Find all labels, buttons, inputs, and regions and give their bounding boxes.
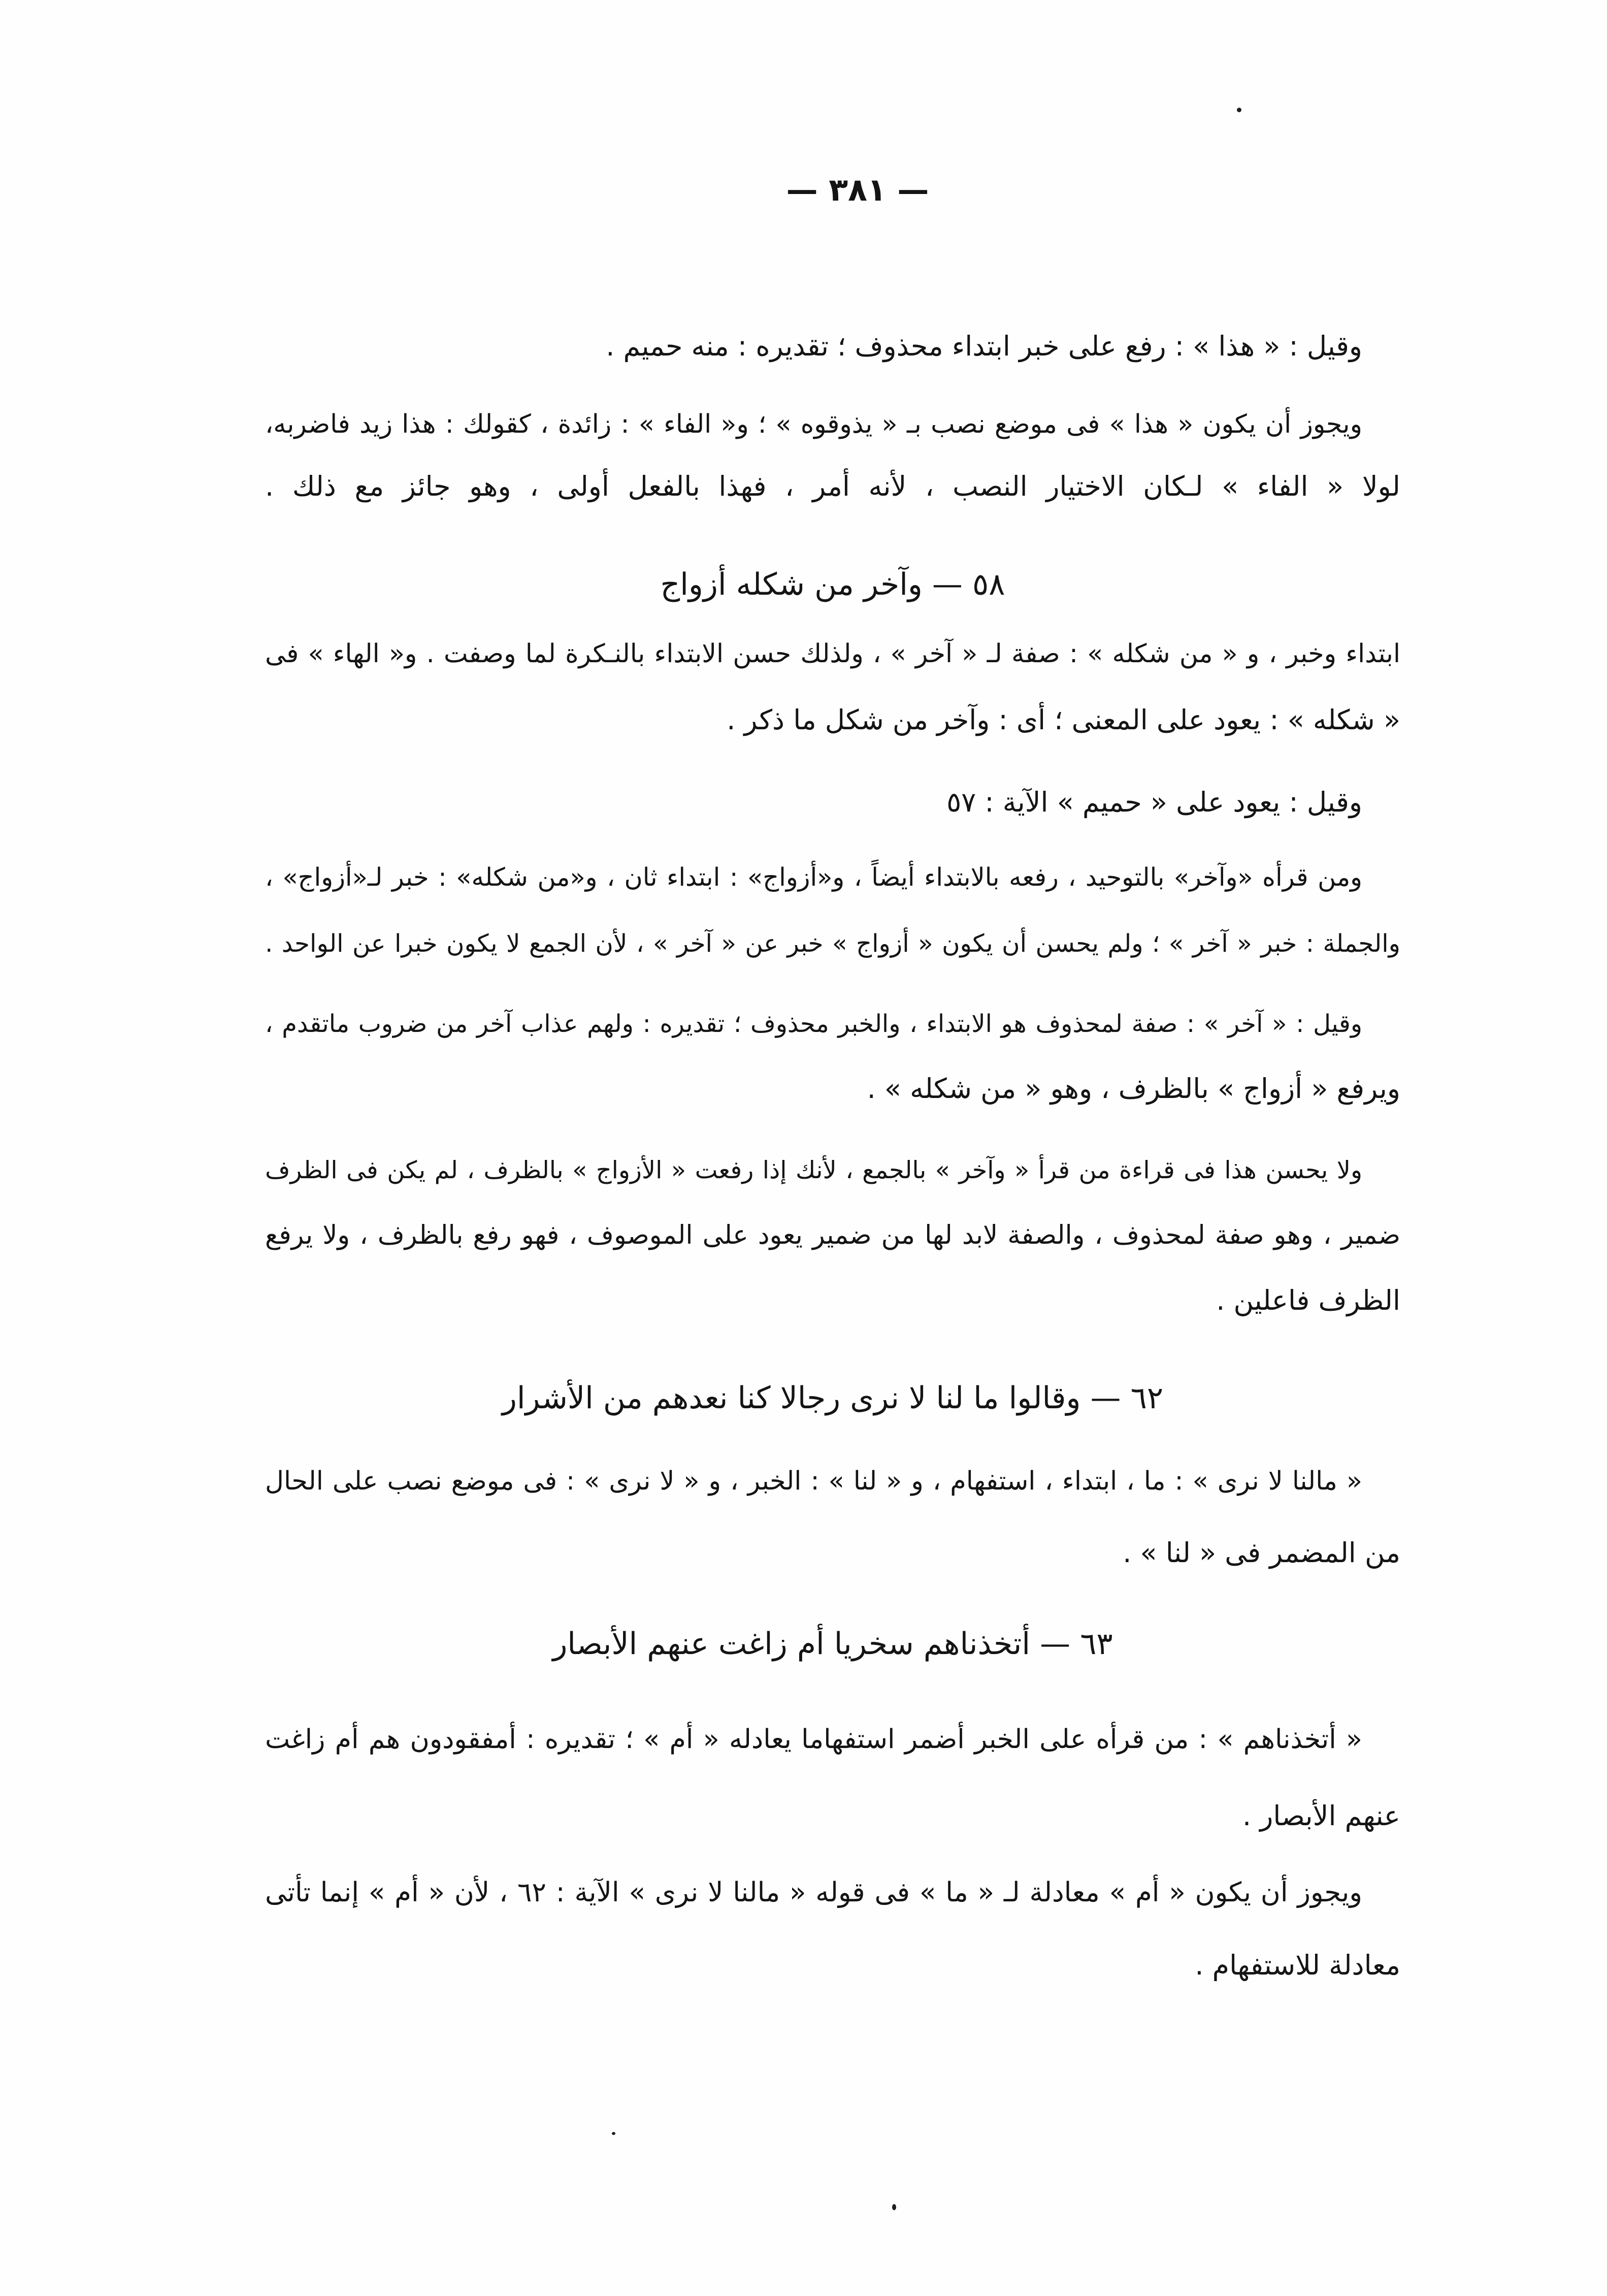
line-text: معادلة للاستفهام .: [1195, 1949, 1400, 1981]
scan-speck: [1237, 108, 1241, 112]
line-text: وقيل : يعود على « حميم » الآية : ٥٧: [946, 786, 1362, 818]
text-line: [265, 1706, 1400, 1772]
line-text: لولا « الفاء » لـكان الاختيار النصب ، لأنه أمر ، فهذا بالفعل أولى ، وهو جائز مع ذلك .: [265, 470, 1400, 502]
verse-heading: [265, 1611, 1400, 1677]
line-text: وقيل : « هذا » : رفع على خبر ابتداء محذوف ؛ تقديره : منه حميم .: [606, 330, 1362, 362]
line-text: « مالنا لا نرى » : ما ، ابتداء ، استفهام ، و « لنا » : الخبر ، و « لا نرى » : فى موضع نصب على الحال: [265, 1466, 1362, 1496]
verse-heading-text: ٥٨ — وآخر من شكله أزواج: [660, 567, 1005, 602]
text-line: [265, 620, 1400, 686]
text-line: [265, 1202, 1400, 1268]
scan-speck: [612, 2132, 615, 2135]
text-line: [265, 1136, 1400, 1202]
line-text: ابتداء وخبر ، و « من شكله » : صفة لـ « آخر » ، ولذلك حسن الابتداء بالنـكرة لما وصفت . و« الهاء » فى: [265, 638, 1400, 668]
text-line: [265, 910, 1400, 976]
line-text: « شكله » : يعود على المعنى ؛ أى : وآخر من شكل ما ذكر .: [727, 704, 1400, 736]
verse-heading: [265, 552, 1400, 618]
text-line: [265, 687, 1400, 753]
text-line: [265, 1859, 1400, 1925]
line-text: وقيل : « آخر » : صفة لمحذوف هو الابتداء ، والخبر محذوف ؛ تقديره : ولهم عذاب آخر من ضروب ماتقدم ،: [265, 1010, 1362, 1038]
line-text: ويجوز أن يكون « أم » معادلة لـ « ما » فى قوله « مالنا لا نرى » الآية : ٦٢ ، لأن « أم » إنما تأتى: [265, 1877, 1362, 1908]
scan-speck: [892, 2204, 896, 2210]
line-text: ويجوز أن يكون « هذا » فى موضع نصب بـ « يذوقوه » ؛ و« الفاء » : زائدة ، كقولك : هذا زيد فاضربه،: [265, 409, 1362, 439]
text-line: [265, 1520, 1400, 1586]
text-line: [265, 391, 1400, 457]
text-line: [265, 1447, 1400, 1513]
line-text: عنهم الأبصار .: [1242, 1800, 1400, 1832]
line-text: ضمير ، وهو صفة لمحذوف ، والصفة لابد لها من ضمير يعود على الموصوف ، فهو رفع بالظرف ، ولا يرفع: [265, 1220, 1400, 1250]
text-line: [265, 1783, 1400, 1849]
verse-heading: [265, 1365, 1400, 1431]
text-line: [265, 1932, 1400, 1998]
line-text: الظرف فاعلين .: [1216, 1284, 1400, 1316]
text-line: [265, 1268, 1400, 1334]
verse-heading-text: ٦٣ — أتخذناهم سخريا أم زاغت عنهم الأبصار: [552, 1626, 1113, 1662]
line-text: ويرفع « أزواج » بالظرف ، وهو « من شكله » .: [867, 1073, 1400, 1105]
text-line: [265, 769, 1400, 835]
line-text: ومن قرأه «وآخر» بالتوحيد ، رفعه بالابتداء أيضاً ، و«أزواج» : ابتداء ثان ، و«من شكله» : خبر لـ«أزواج» ،: [265, 862, 1362, 892]
line-text: ولا يحسن هذا فى قراءة من قرأ « وآخر » بالجمع ، لأنك إذا رفعت « الأزواج » بالظرف ، لم يكن فى الظرف: [265, 1156, 1362, 1184]
text-line: [265, 844, 1400, 910]
page-number-text: — ٣٨١ —: [786, 171, 929, 208]
verse-heading-text: ٦٢ — وقالوا ما لنا لا نرى رجالا كنا نعدهم من الأشرار: [502, 1380, 1164, 1416]
line-text: والجملة : خبر « آخر » ؛ ولم يحسن أن يكون « أزواج » خبر عن « آخر » ، لأن الجمع لا يكون خبرا عن الواحد .: [265, 929, 1400, 958]
text-line: [265, 454, 1400, 520]
text-line: [265, 990, 1400, 1056]
text-line: [265, 313, 1400, 379]
page-number: [705, 162, 1010, 218]
line-text: « أتخذناهم » : من قرأه على الخبر أضمر استفهاما يعادله « أم » ؛ تقديره : أمفقودون هم أم زاغت: [265, 1724, 1362, 1755]
line-text: من المضمر فى « لنا » .: [1123, 1537, 1400, 1569]
text-line: [265, 1056, 1400, 1122]
